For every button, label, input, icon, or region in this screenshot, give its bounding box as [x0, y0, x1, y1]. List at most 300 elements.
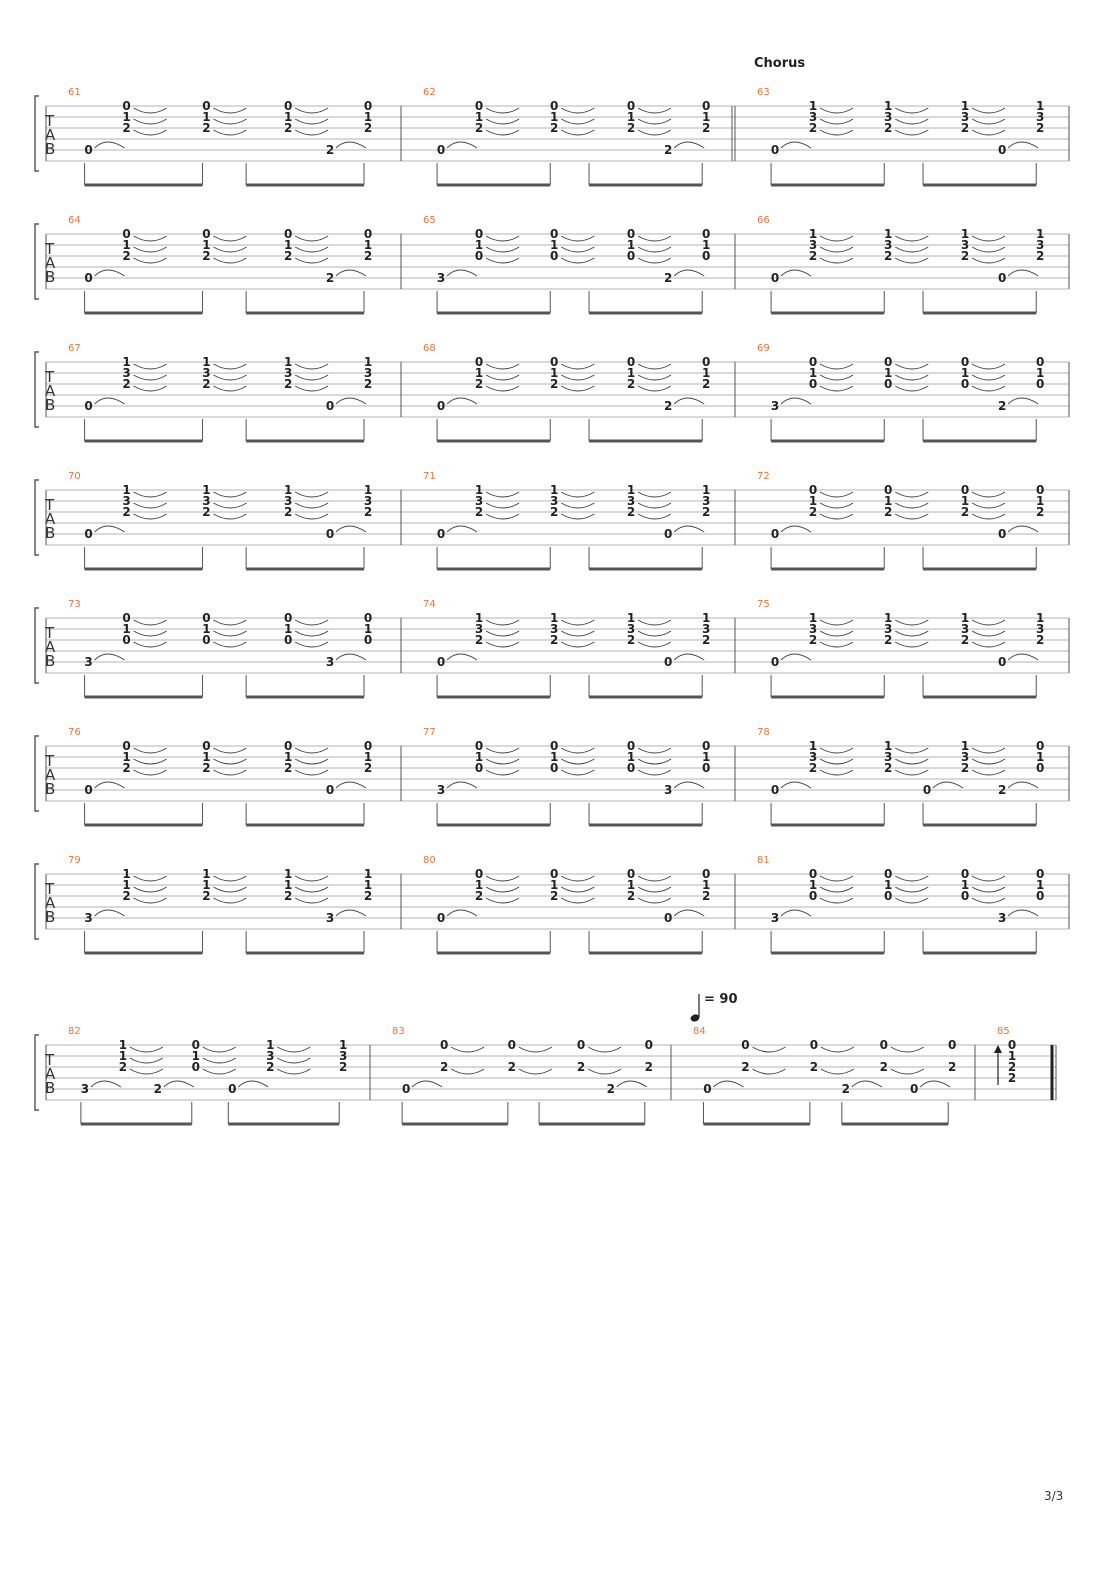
fret-number: 0 [202, 633, 211, 647]
tie-arc [895, 130, 928, 135]
fret-number: 3 [283, 494, 293, 508]
tab-clef-letter: B [45, 908, 56, 926]
system-bracket [35, 480, 39, 555]
fret-number: 1 [626, 366, 636, 380]
tie-arc [820, 375, 853, 380]
tie-arc [95, 910, 125, 916]
tab-system [35, 727, 1069, 825]
tab-clef-letter: B [45, 652, 56, 670]
tie-arc [213, 514, 246, 519]
tie-arc [213, 759, 246, 764]
fret-number: 3 [884, 750, 893, 764]
fret-number: 1 [884, 99, 893, 113]
system-bracket [35, 736, 39, 811]
tie-arc [895, 748, 928, 753]
tab-clef-letter: T [45, 240, 55, 258]
fret-number: 2 [960, 761, 970, 775]
measure-number: 66 [757, 215, 770, 226]
tie-arc [277, 1069, 310, 1074]
tie-arc [295, 503, 328, 508]
fret-number: 1 [283, 355, 293, 369]
section-label-chorus: Chorus [754, 56, 806, 71]
tie-arc [674, 526, 704, 532]
tie-arc [95, 142, 125, 148]
fret-number: 0 [626, 227, 636, 241]
tie-arc [781, 526, 811, 532]
fret-number: 1 [808, 366, 818, 380]
bass-fret-number: 0 [664, 911, 673, 925]
fret-number: 1 [626, 750, 636, 764]
tie-arc [891, 1047, 924, 1052]
fret-number: 0 [808, 889, 818, 903]
fret-number: 0 [474, 99, 484, 113]
fret-number: 0 [283, 611, 293, 625]
tie-arc [920, 1081, 950, 1087]
fret-number: 1 [960, 366, 970, 380]
fret-number: 3 [626, 494, 636, 508]
tie-arc [820, 492, 853, 497]
tie-arc [895, 492, 928, 497]
fret-number: 1 [283, 622, 293, 636]
fret-number: 2 [122, 505, 131, 519]
tie-arc [972, 119, 1005, 124]
tie-arc [617, 1081, 647, 1087]
fret-number: 2 [550, 121, 559, 135]
fret-number: 1 [283, 110, 293, 124]
tie-arc [638, 108, 671, 113]
fret-number: 0 [550, 249, 559, 263]
fret-number: 3 [550, 622, 559, 636]
fret-number: 2 [1036, 121, 1045, 135]
tie-arc [972, 258, 1005, 263]
fret-number: 0 [122, 633, 131, 647]
fret-number: 0 [808, 867, 818, 881]
fret-number: 1 [550, 110, 559, 124]
bass-fret-number: 0 [910, 1082, 919, 1096]
system-bracket [35, 1035, 39, 1110]
tie-arc [164, 1081, 194, 1087]
bass-fret-number: 3 [84, 911, 93, 925]
tie-arc [820, 898, 853, 903]
fret-number: 1 [960, 611, 970, 625]
tie-arc [820, 108, 853, 113]
tie-arc [336, 142, 366, 148]
tie-arc [1008, 398, 1038, 404]
fret-number: 2 [960, 633, 970, 647]
tie-arc [895, 770, 928, 775]
fret-number: 2 [363, 377, 373, 391]
bass-fret-number: 0 [770, 783, 780, 797]
fret-number: 3 [202, 494, 211, 508]
fret-number: 1 [1036, 611, 1045, 625]
fret-number: 3 [808, 110, 818, 124]
fret-number: 2 [626, 889, 636, 903]
fret-number: 1 [550, 878, 559, 892]
tie-arc [895, 887, 928, 892]
tie-arc [561, 130, 594, 135]
fret-number: 1 [363, 483, 373, 497]
tie-arc [134, 108, 167, 113]
fret-number: 0 [363, 739, 373, 753]
measure-number: 84 [693, 1026, 706, 1037]
tie-arc [134, 898, 167, 903]
fret-number: 0 [702, 867, 711, 881]
fret-number: 2 [576, 1060, 586, 1074]
fret-number: 0 [507, 1038, 517, 1052]
bass-fret-number: 0 [84, 527, 93, 541]
bass-fret-number: 0 [436, 911, 446, 925]
fret-number: 1 [550, 750, 559, 764]
fret-number: 3 [884, 238, 893, 252]
tab-system [35, 87, 1069, 185]
tie-arc [561, 258, 594, 263]
tie-arc [561, 887, 594, 892]
fret-number: 0 [626, 739, 636, 753]
tie-arc [638, 898, 671, 903]
tie-arc [134, 887, 167, 892]
fret-number: 2 [702, 377, 711, 391]
fret-number: 1 [702, 878, 711, 892]
fret-number: 3 [808, 238, 818, 252]
tie-arc [561, 375, 594, 380]
fret-number: 0 [808, 377, 818, 391]
measure-number: 70 [68, 471, 81, 482]
tie-arc [638, 236, 671, 241]
fret-number: 1 [122, 110, 131, 124]
fret-number: 1 [808, 99, 818, 113]
tie-arc [638, 503, 671, 508]
fret-number: 0 [363, 99, 373, 113]
tie-arc [277, 1047, 310, 1052]
fret-number: 1 [474, 238, 484, 252]
fret-number: 1 [339, 1038, 348, 1052]
bass-fret-number: 0 [325, 527, 335, 541]
tab-clef-letter: B [45, 396, 56, 414]
fret-number: 0 [363, 633, 373, 647]
bass-fret-number: 3 [998, 911, 1007, 925]
fret-number: 2 [741, 1060, 750, 1074]
tab-clef-letter: A [45, 894, 56, 912]
tie-arc [820, 514, 853, 519]
fret-number: 0 [474, 355, 484, 369]
fret-number: 2 [266, 1060, 275, 1074]
fret-number: 2 [884, 249, 893, 263]
bass-fret-number: 3 [770, 911, 780, 925]
bass-fret-number: 0 [998, 143, 1007, 157]
tab-clef-letter: T [45, 112, 55, 130]
fret-number: 0 [550, 355, 559, 369]
tie-arc [295, 130, 328, 135]
tab-systems [35, 87, 1069, 1124]
fret-number: 3 [884, 622, 893, 636]
fret-number: 1 [202, 622, 211, 636]
tie-arc [336, 910, 366, 916]
fret-number: 0 [626, 761, 636, 775]
tie-arc [213, 258, 246, 263]
fret-number: 0 [1036, 483, 1045, 497]
tie-arc [561, 247, 594, 252]
fret-number: 1 [702, 238, 711, 252]
fret-number: 0 [191, 1060, 200, 1074]
tie-arc [561, 108, 594, 113]
fret-number: 1 [702, 110, 711, 124]
tie-arc [203, 1047, 236, 1052]
tie-arc [895, 247, 928, 252]
fret-number: 1 [363, 622, 373, 636]
tie-arc [561, 898, 594, 903]
bass-fret-number: 0 [84, 399, 93, 413]
measure-number: 63 [757, 87, 770, 98]
tie-arc [820, 642, 853, 647]
fret-number: 2 [808, 121, 818, 135]
fret-number: 2 [202, 377, 211, 391]
tie-arc [972, 364, 1005, 369]
fret-number: 1 [363, 238, 373, 252]
tie-arc [895, 876, 928, 881]
tie-arc [486, 642, 519, 647]
fret-number: 1 [474, 750, 484, 764]
fret-number: 2 [960, 121, 970, 135]
tie-arc [486, 247, 519, 252]
fret-number: 2 [283, 761, 293, 775]
tie-arc [295, 386, 328, 391]
fret-number: 3 [122, 366, 131, 380]
tie-arc [561, 492, 594, 497]
tie-arc [213, 770, 246, 775]
fret-number: 1 [202, 750, 211, 764]
fret-number: 2 [474, 121, 484, 135]
system-bracket [35, 352, 39, 427]
fret-number: 1 [122, 867, 131, 881]
tie-arc [486, 503, 519, 508]
fret-number: 1 [363, 355, 373, 369]
fret-number: 2 [644, 1060, 653, 1074]
fret-number: 0 [202, 99, 211, 113]
tie-arc [295, 748, 328, 753]
tie-arc [895, 364, 928, 369]
tie-arc [134, 258, 167, 263]
fret-number: 0 [439, 1038, 449, 1052]
tie-arc [486, 364, 519, 369]
tie-arc [972, 887, 1005, 892]
tie-arc [820, 258, 853, 263]
tie-arc [1008, 782, 1038, 788]
fret-number: 0 [884, 355, 893, 369]
fret-number: 0 [474, 249, 484, 263]
fret-number: 1 [884, 878, 893, 892]
tie-arc [1008, 142, 1038, 148]
fret-number: 2 [122, 121, 131, 135]
tie-arc [519, 1069, 552, 1074]
tie-arc [972, 770, 1005, 775]
tie-arc [638, 364, 671, 369]
fret-number: 2 [808, 505, 818, 519]
fret-number: 0 [1036, 377, 1045, 391]
fret-number: 0 [626, 249, 636, 263]
tie-arc [820, 236, 853, 241]
fret-number: 2 [884, 505, 893, 519]
tie-arc [852, 1081, 882, 1087]
fret-number: 1 [884, 227, 893, 241]
system-bracket [35, 864, 39, 939]
fret-number: 0 [879, 1038, 888, 1052]
fret-number: 0 [626, 355, 636, 369]
tie-arc [134, 642, 167, 647]
tie-arc [972, 386, 1005, 391]
tie-arc [412, 1081, 442, 1087]
tie-arc [213, 364, 246, 369]
bass-fret-number: 3 [325, 911, 335, 925]
fret-number: 1 [626, 611, 636, 625]
tie-arc [1008, 654, 1038, 660]
bass-fret-number: 0 [664, 655, 673, 669]
tie-arc [752, 1069, 785, 1074]
tie-arc [295, 492, 328, 497]
bass-fret-number: 2 [606, 1082, 615, 1096]
fret-number: 3 [266, 1049, 275, 1063]
tie-arc [781, 782, 811, 788]
tie-arc [295, 364, 328, 369]
fret-number: 3 [363, 494, 373, 508]
tie-arc [95, 398, 125, 404]
fret-number: 0 [702, 355, 711, 369]
fret-number: 2 [1007, 1071, 1017, 1085]
tie-arc [895, 514, 928, 519]
tie-arc [638, 876, 671, 881]
bass-fret-number: 3 [436, 783, 446, 797]
fret-number: 3 [474, 494, 484, 508]
measure-number: 69 [757, 343, 770, 354]
bass-fret-number: 0 [436, 527, 446, 541]
fret-number: 1 [191, 1049, 200, 1063]
fret-number: 2 [474, 505, 484, 519]
measure-number: 62 [423, 87, 436, 98]
tie-arc [295, 236, 328, 241]
tie-arc [295, 770, 328, 775]
tie-arc [972, 620, 1005, 625]
tie-arc [213, 631, 246, 636]
tie-arc [895, 386, 928, 391]
tie-arc [933, 782, 963, 788]
fret-number: 2 [702, 633, 711, 647]
fret-number: 1 [283, 878, 293, 892]
tie-arc [447, 526, 477, 532]
tie-arc [295, 876, 328, 881]
measure-number: 72 [757, 471, 770, 482]
bass-fret-number: 2 [153, 1082, 162, 1096]
tie-arc [972, 503, 1005, 508]
fret-number: 2 [122, 377, 131, 391]
fret-number: 0 [960, 377, 970, 391]
tab-clef-letter: T [45, 496, 55, 514]
fret-number: 1 [363, 867, 373, 881]
system-bracket [35, 96, 39, 171]
fret-number: 1 [960, 99, 970, 113]
fret-number: 2 [122, 889, 131, 903]
tie-arc [295, 642, 328, 647]
fret-number: 0 [283, 99, 293, 113]
bass-fret-number: 0 [84, 271, 93, 285]
fret-number: 0 [550, 99, 559, 113]
tie-arc [295, 514, 328, 519]
fret-number: 0 [884, 889, 893, 903]
fret-number: 1 [808, 494, 818, 508]
tie-arc [638, 386, 671, 391]
tie-arc [95, 526, 125, 532]
tie-arc [134, 514, 167, 519]
fret-number: 0 [122, 611, 131, 625]
fret-number: 0 [550, 867, 559, 881]
tie-arc [519, 1047, 552, 1052]
fret-number: 2 [808, 633, 818, 647]
fret-number: 2 [702, 121, 711, 135]
measure-number: 82 [68, 1026, 81, 1037]
fret-number: 1 [1007, 1049, 1017, 1063]
tie-arc [447, 270, 477, 276]
tab-clef-letter: B [45, 1079, 56, 1097]
bass-fret-number: 0 [998, 527, 1007, 541]
fret-number: 3 [960, 110, 970, 124]
fret-number: 2 [884, 761, 893, 775]
tie-arc [1008, 270, 1038, 276]
tie-arc [486, 492, 519, 497]
tie-arc [561, 236, 594, 241]
fret-number: 2 [626, 121, 636, 135]
measure-number: 77 [423, 727, 436, 738]
tempo-text: = 90 [704, 992, 738, 1007]
tie-arc [238, 1081, 268, 1087]
fret-number: 2 [474, 377, 484, 391]
tie-arc [486, 876, 519, 881]
bass-fret-number: 3 [770, 399, 780, 413]
fret-number: 1 [202, 867, 211, 881]
fret-number: 1 [363, 878, 373, 892]
tie-arc [486, 759, 519, 764]
tie-arc [820, 748, 853, 753]
tie-arc [213, 503, 246, 508]
fret-number: 1 [808, 611, 818, 625]
bass-fret-number: 0 [84, 143, 93, 157]
fret-number: 1 [1036, 227, 1045, 241]
tie-arc [95, 782, 125, 788]
tie-arc [295, 258, 328, 263]
fret-number: 0 [1036, 739, 1045, 753]
tie-arc [561, 364, 594, 369]
fret-number: 1 [202, 878, 211, 892]
fret-number: 0 [1007, 1038, 1017, 1052]
tab-clef-letter: B [45, 140, 56, 158]
fret-number: 0 [202, 611, 211, 625]
tie-arc [972, 108, 1005, 113]
tab-clef-letter: A [45, 766, 56, 784]
bass-fret-number: 0 [770, 655, 780, 669]
fret-number: 0 [576, 1038, 586, 1052]
fret-number: 2 [960, 505, 970, 519]
tie-arc [674, 398, 704, 404]
tie-arc [213, 130, 246, 135]
fret-number: 1 [960, 878, 970, 892]
fret-number: 1 [1036, 494, 1045, 508]
fret-number: 2 [283, 377, 293, 391]
tie-arc [561, 386, 594, 391]
tie-arc [820, 386, 853, 391]
bass-fret-number: 3 [664, 783, 673, 797]
bass-fret-number: 2 [664, 399, 673, 413]
fret-number: 1 [1036, 366, 1045, 380]
tie-arc [820, 770, 853, 775]
tie-arc [895, 898, 928, 903]
tie-arc [134, 876, 167, 881]
